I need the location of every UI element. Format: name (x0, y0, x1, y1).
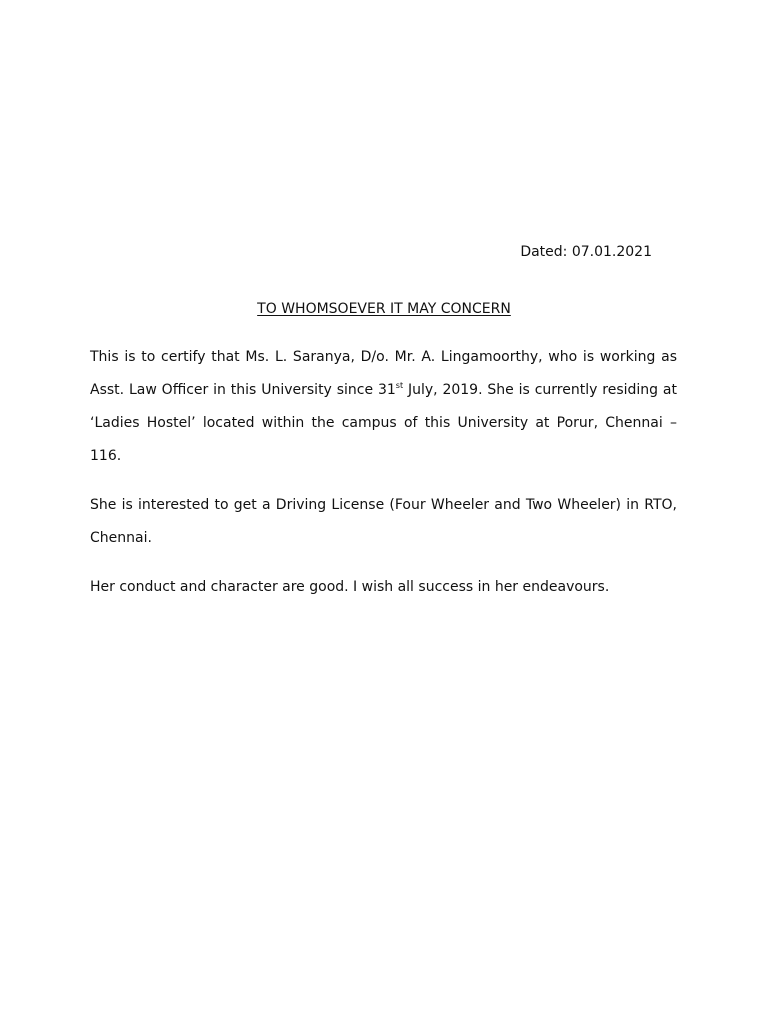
conduct-paragraph: Her conduct and character are good. I wish all success in her endeavours. (90, 579, 610, 595)
date-line: Dated: 07.01.2021 (520, 244, 652, 260)
certification-text-end: July, 2019. She is currently residing at ‘Ladies Hostel’ located within the campus of this University at Porur, Chennai – 116. (90, 382, 677, 464)
certification-paragraph (90, 341, 677, 473)
purpose-paragraph: She is interested to get a Driving License (Four Wheeler and Two Wheeler) in RTO, Chennai. (90, 497, 677, 546)
certification-text-start: This is to certify that Ms. L. Saranya, D/o. Mr. A. Lingamoorthy, who is working as Asst. Law Officer in this University since 31 (90, 349, 677, 398)
letter-title: TO WHOMSOEVER IT MAY CONCERN (257, 301, 511, 317)
ordinal-suffix: st (395, 381, 404, 390)
